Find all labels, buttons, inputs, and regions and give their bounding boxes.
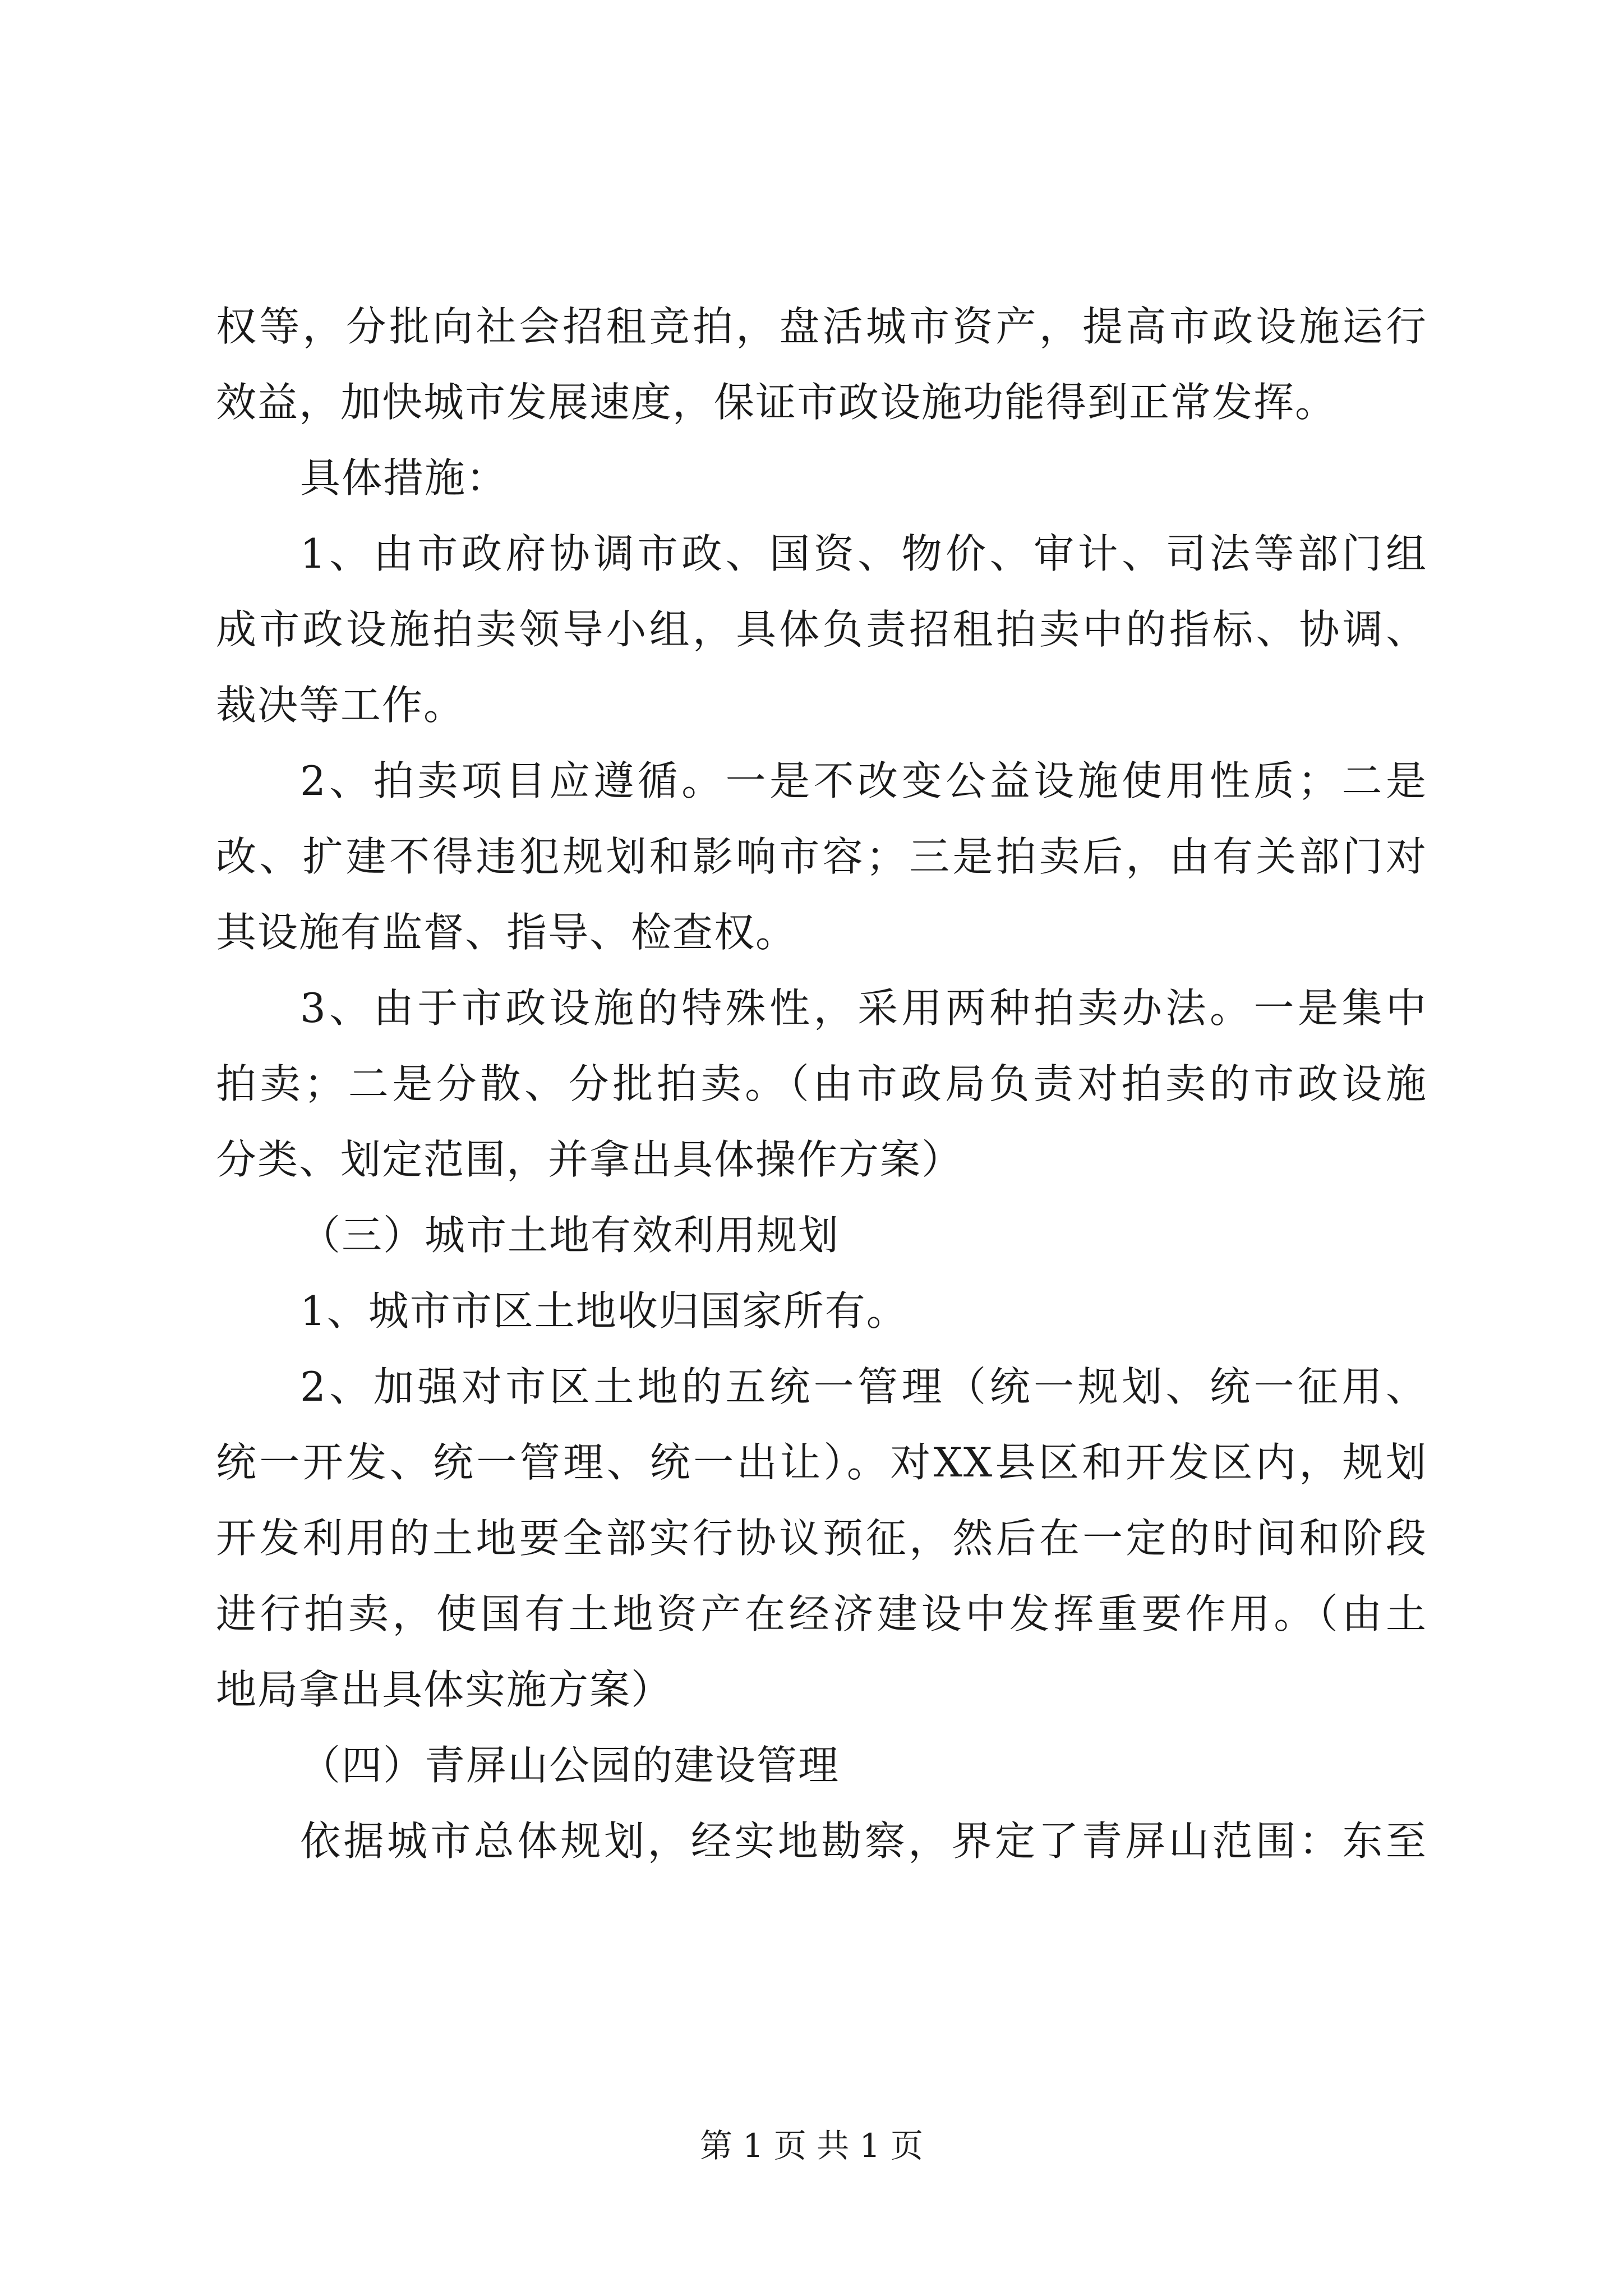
text-line: 开发利用的土地要全部实行协议预征，然后在一定的时间和阶段 <box>216 1515 1427 1562</box>
text-line: 1、由市政府协调市政、国资、物价、审计、司法等部门组 <box>300 530 1427 577</box>
section-heading: （四）青屏山公园的建设管理 <box>300 1742 840 1789</box>
text-line: 拍卖；二是分散、分批拍卖。（由市政局负责对拍卖的市政设施 <box>216 1060 1427 1107</box>
text-line: 2、拍卖项目应遵循。一是不改变公益设施使用性质；二是 <box>300 757 1427 804</box>
section-heading: （三）城市土地有效利用规划 <box>300 1212 840 1259</box>
text-line: 3、由于市政设施的特殊性，采用两种拍卖办法。一是集中 <box>300 984 1427 1032</box>
text-line: 成市政设施拍卖领导小组，具体负责招租拍卖中的指标、协调、 <box>216 606 1427 653</box>
text-line: 地局拿出具体实施方案） <box>216 1666 673 1713</box>
text-line: 统一开发、统一管理、统一出让）。对XX县区和开发区内，规划 <box>216 1439 1427 1486</box>
text-line: 1、城市市区土地收归国家所有。 <box>300 1287 908 1335</box>
text-line: 其设施有监督、指导、检查权。 <box>216 909 797 956</box>
text-line: 依据城市总体规划，经实地勘察，界定了青屏山范围：东至 <box>300 1818 1427 1865</box>
text-line: 进行拍卖，使国有土地资产在经济建设中发挥重要作用。（由土 <box>216 1590 1427 1637</box>
page-number-label: 第 1 页 共 1 页 <box>700 2127 923 2165</box>
text-line: 具体措施： <box>300 454 508 501</box>
text-line: 2、加强对市区土地的五统一管理（统一规划、统一征用、 <box>300 1363 1427 1410</box>
text-line: 裁决等工作。 <box>216 682 465 729</box>
text-line: 权等，分批向社会招租竞拍，盘活城市资产，提高市政设施运行 <box>216 303 1427 350</box>
text-line: 分类、划定范围，并拿出具体操作方案） <box>216 1136 963 1183</box>
text-line: 效益，加快城市发展速度，保证市政设施功能得到正常发挥。 <box>216 379 1337 426</box>
page-footer <box>0 2123 1623 2168</box>
text-line: 改、扩建不得违犯规划和影响市容；三是拍卖后，由有关部门对 <box>216 833 1427 880</box>
document-body <box>216 289 1427 1879</box>
